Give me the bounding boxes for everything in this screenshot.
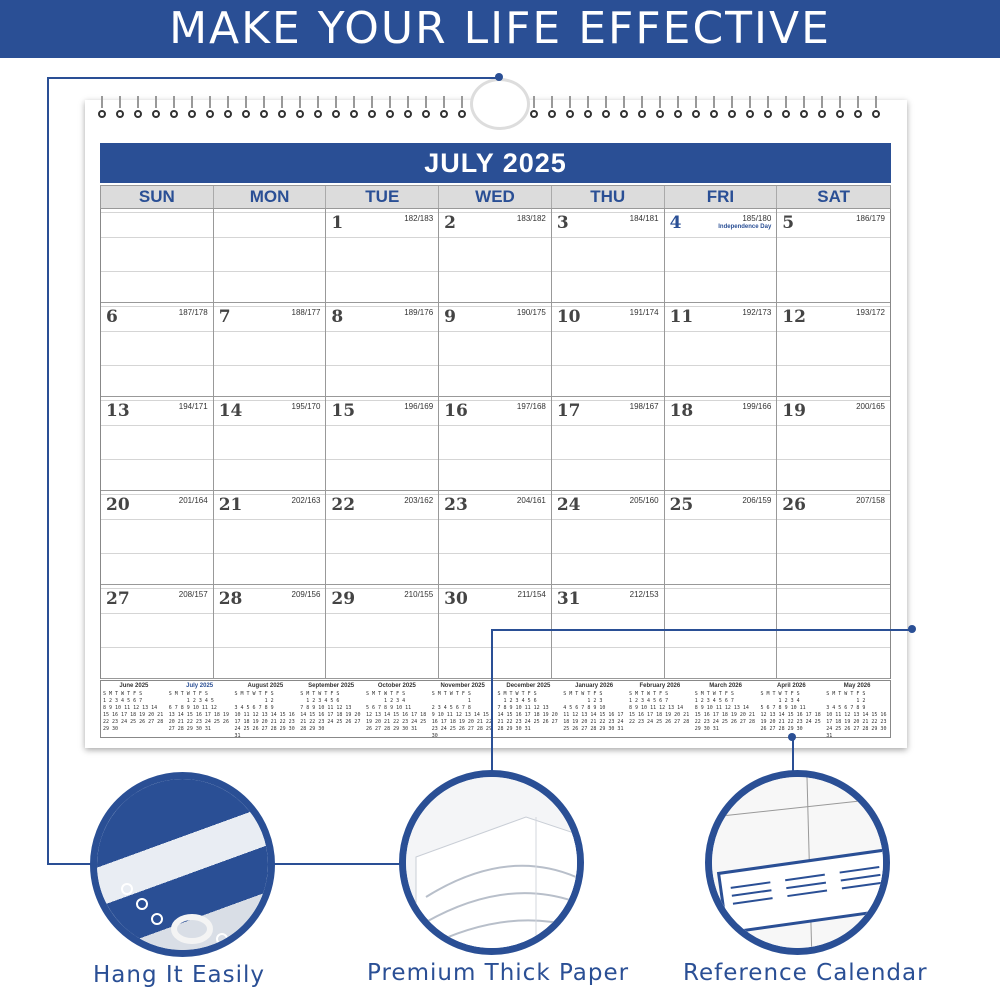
mini-month-title: March 2026 — [709, 683, 742, 689]
day-count: 199/166 — [742, 402, 772, 411]
day-cell — [777, 209, 890, 303]
feature-caption: Hang It Easily — [93, 962, 265, 988]
day-number: 30 — [444, 589, 468, 609]
day-count: 207/158 — [856, 496, 885, 505]
mini-month-grid: S M T W T F S 1 2 3 4 5 6 7 8 9 10 11 12 13 14 15 16 17 18 19 20 21 22 23 24 25 26 27 28 29 30 31 — [497, 691, 558, 732]
day-number: 22 — [331, 495, 356, 515]
day-number: 29 — [331, 589, 356, 609]
mini-month-grid: S M T W T F S 1 2 3 4 5 6 7 8 9 10 11 12 13 14 15 16 17 18 19 20 21 22 23 24 25 26 27 28 29 30 — [760, 691, 821, 732]
day-number: 23 — [444, 495, 468, 515]
connector-line-right — [792, 737, 794, 772]
day-cell — [777, 491, 890, 585]
spiral-wire — [569, 96, 571, 108]
spiral-wire — [857, 96, 859, 108]
spiral-wire — [623, 96, 625, 108]
day-count: 201/164 — [178, 496, 208, 505]
mini-month-title: December 2025 — [506, 683, 551, 689]
connector-line-middle — [491, 629, 913, 779]
day-number: 3 — [556, 213, 569, 233]
spiral-coil — [566, 110, 574, 118]
connector-dot — [788, 733, 796, 741]
day-count: 189/176 — [404, 308, 434, 317]
day-count: 198/167 — [629, 402, 659, 411]
spiral-coil — [656, 110, 664, 118]
spiral-wire — [731, 96, 733, 108]
day-number: 19 — [782, 401, 806, 421]
day-cell — [665, 397, 778, 491]
feature-caption: Reference Calendar — [683, 960, 928, 986]
spiral-wire — [785, 96, 787, 108]
day-number: 13 — [106, 401, 130, 421]
day-number: 12 — [782, 307, 806, 327]
spiral-coil — [602, 110, 610, 118]
day-count: 196/169 — [404, 402, 434, 411]
day-number: 1 — [331, 213, 344, 233]
spiral-wire — [749, 96, 751, 108]
day-count: 204/161 — [516, 496, 546, 505]
day-cell — [552, 209, 665, 303]
spiral-coil — [764, 110, 772, 118]
weekday-label: THU — [552, 186, 665, 208]
spiral-coil — [692, 110, 700, 118]
day-count: 193/172 — [856, 308, 885, 317]
spiral-coil — [530, 110, 538, 118]
calendar-title: JULY 2025 — [100, 143, 891, 183]
paper-stack-icon — [406, 777, 584, 955]
mini-calendar-icon — [712, 777, 890, 955]
day-cell — [665, 491, 778, 585]
day-number: 7 — [218, 307, 231, 327]
spiral-coil — [818, 110, 826, 118]
day-count: 192/173 — [742, 308, 772, 317]
day-count: 197/168 — [516, 402, 546, 411]
day-number: 14 — [218, 401, 243, 421]
mini-month-title: May 2026 — [843, 683, 871, 689]
feature-hang-image — [90, 772, 275, 957]
day-cell — [552, 397, 665, 491]
day-count: 203/162 — [404, 496, 434, 505]
day-count: 209/156 — [291, 590, 321, 599]
day-number: 27 — [106, 589, 130, 609]
day-cell — [777, 397, 890, 491]
day-count: 184/181 — [629, 214, 659, 223]
spiral-coil — [584, 110, 592, 118]
day-count: 190/175 — [516, 308, 546, 317]
spiral-coil — [728, 110, 736, 118]
day-count: 212/153 — [629, 590, 659, 599]
weekday-label: SUN — [101, 186, 214, 208]
day-count: 182/183 — [404, 214, 434, 223]
day-number: 28 — [218, 589, 243, 609]
day-count: 183/182 — [516, 214, 546, 223]
day-count: 185/180 — [742, 214, 772, 223]
spiral-wire — [551, 96, 553, 108]
spiral-coil — [638, 110, 646, 118]
spiral-wire — [605, 96, 607, 108]
mini-month-grid: S M T W T F S 1 2 3 4 5 6 7 8 9 10 11 12 13 14 15 16 17 18 19 20 21 22 23 24 25 26 27 28 29 30 — [300, 691, 361, 732]
mini-month-grid: S M T W T F S 1 2 3 4 5 6 7 8 9 10 11 12 13 14 15 16 17 18 19 20 21 22 23 24 25 26 27 28 29 30 — [431, 691, 492, 739]
day-number: 17 — [556, 401, 581, 421]
mini-month-title: June 2025 — [119, 683, 149, 689]
connector-dot — [908, 625, 916, 633]
day-count: 200/165 — [856, 402, 885, 411]
day-count: 208/157 — [178, 590, 208, 599]
mini-month-grid: S M T W T F S 1 2 3 4 5 6 7 8 9 10 11 12 13 14 15 16 17 18 19 20 21 22 23 24 25 26 27 28 29 30 — [103, 691, 164, 732]
mini-month-grid: S M T W T F S 1 2 3 4 5 6 7 8 9 10 11 12 13 14 15 16 17 18 19 20 21 22 23 24 25 26 27 28 — [629, 691, 690, 725]
day-number: 10 — [556, 307, 581, 327]
spiral-wire — [641, 96, 643, 108]
day-count: 205/160 — [629, 496, 659, 505]
spiral-wire — [713, 96, 715, 108]
day-cell — [552, 491, 665, 585]
spiral-coil — [782, 110, 790, 118]
mini-month-grid: S M T W T F S 1 2 3 4 5 6 7 8 9 10 11 12 13 14 15 16 17 18 19 20 21 22 23 24 25 26 27 28 29 30 31 — [234, 691, 295, 739]
headline-banner: MAKE YOUR LIFE EFFECTIVE — [0, 0, 1000, 58]
mini-month-title: January 2026 — [575, 683, 614, 689]
day-number: 26 — [782, 495, 806, 515]
day-count: 211/154 — [517, 590, 546, 599]
mini-month-title: August 2025 — [247, 683, 284, 689]
day-number: 15 — [331, 401, 356, 421]
mini-month-grid: S M T W T F S 1 2 3 4 5 6 7 8 9 10 11 12 13 14 15 16 17 18 19 20 21 22 23 24 25 26 27 28 29 30 31 — [826, 691, 887, 739]
day-number: 6 — [106, 307, 118, 327]
day-number: 4 — [669, 213, 682, 233]
day-cell — [665, 209, 778, 303]
day-number: 9 — [444, 307, 456, 327]
mini-month-title: July 2025 — [186, 683, 214, 689]
day-count: 194/171 — [178, 402, 208, 411]
day-number: 21 — [218, 495, 243, 515]
weekday-label: MON — [214, 186, 327, 208]
mini-month-title: October 2025 — [377, 683, 416, 689]
feature-caption: Premium Thick Paper — [367, 960, 630, 986]
day-cell — [777, 303, 890, 397]
mini-month-grid: S M T W T F S 1 2 3 4 5 6 7 8 9 10 11 12 13 14 15 16 17 18 19 20 21 22 23 24 25 26 27 28 29 30 31 — [563, 691, 624, 732]
day-number: 18 — [669, 401, 694, 421]
day-count: 195/170 — [291, 402, 321, 411]
day-number: 5 — [782, 213, 795, 233]
day-number: 20 — [106, 495, 130, 515]
day-cell — [665, 303, 778, 397]
weekday-label: SAT — [817, 187, 851, 206]
connector-line-left — [47, 77, 500, 865]
spiral-coil — [674, 110, 682, 118]
spiral-coil — [746, 110, 754, 118]
connector-dot — [495, 73, 503, 81]
day-number: 8 — [331, 307, 344, 327]
spiral-coil — [872, 110, 880, 118]
day-cell — [552, 303, 665, 397]
day-count: 202/163 — [291, 496, 321, 505]
spiral-coil — [620, 110, 628, 118]
day-number: 11 — [669, 307, 694, 327]
weekday-label: WED — [439, 186, 552, 208]
mini-month-grid: S M T W T F S 1 2 3 4 5 6 7 8 9 10 11 12 13 14 15 16 17 18 19 20 21 22 23 24 25 26 27 28 29 30 31 — [366, 691, 427, 732]
spiral-wire — [659, 96, 661, 108]
spiral-wire — [533, 96, 535, 108]
day-number: 16 — [444, 401, 468, 421]
day-count: 187/178 — [178, 308, 208, 317]
feature-paper-image — [399, 770, 584, 955]
spiral-coil — [854, 110, 862, 118]
weekday-label: TUE — [326, 186, 439, 208]
spiral-wire — [821, 96, 823, 108]
spiral-wire — [839, 96, 841, 108]
spiral-coil — [836, 110, 844, 118]
day-count: 191/174 — [629, 308, 659, 317]
spiral-hanger-icon — [97, 779, 275, 957]
day-count: 206/159 — [742, 496, 772, 505]
feature-reference-image — [705, 770, 890, 955]
day-number: 31 — [556, 589, 581, 609]
holiday-label: Independence Day — [718, 224, 772, 230]
mini-month-title: February 2026 — [639, 683, 681, 689]
spiral-wire — [875, 96, 877, 108]
spiral-wire — [803, 96, 805, 108]
mini-month-title: September 2025 — [308, 683, 355, 689]
spiral-wire — [587, 96, 589, 108]
day-number: 24 — [556, 495, 581, 515]
day-count: 186/179 — [856, 214, 885, 223]
mini-month-title: November 2025 — [440, 683, 485, 689]
spiral-coil — [800, 110, 808, 118]
spiral-wire — [677, 96, 679, 108]
mini-month-title: April 2026 — [777, 683, 806, 689]
mini-month-grid: S M T W T F S 1 2 3 4 5 6 7 8 9 10 11 12 13 14 15 16 17 18 19 20 21 22 23 24 25 26 27 28 29 30 31 — [694, 691, 755, 732]
day-count: 188/177 — [291, 308, 321, 317]
day-number: 25 — [669, 495, 694, 515]
mini-month-grid: S M T W T F S 1 2 3 4 5 6 7 8 9 10 11 12 13 14 15 16 17 18 19 20 21 22 23 24 25 26 27 28 29 30 31 — [168, 691, 229, 732]
spiral-wire — [767, 96, 769, 108]
spiral-coil — [710, 110, 718, 118]
spiral-coil — [548, 110, 556, 118]
weekday-label: FRI — [665, 186, 778, 208]
day-count: 210/155 — [404, 590, 434, 599]
spiral-wire — [695, 96, 697, 108]
day-number: 2 — [444, 213, 456, 233]
